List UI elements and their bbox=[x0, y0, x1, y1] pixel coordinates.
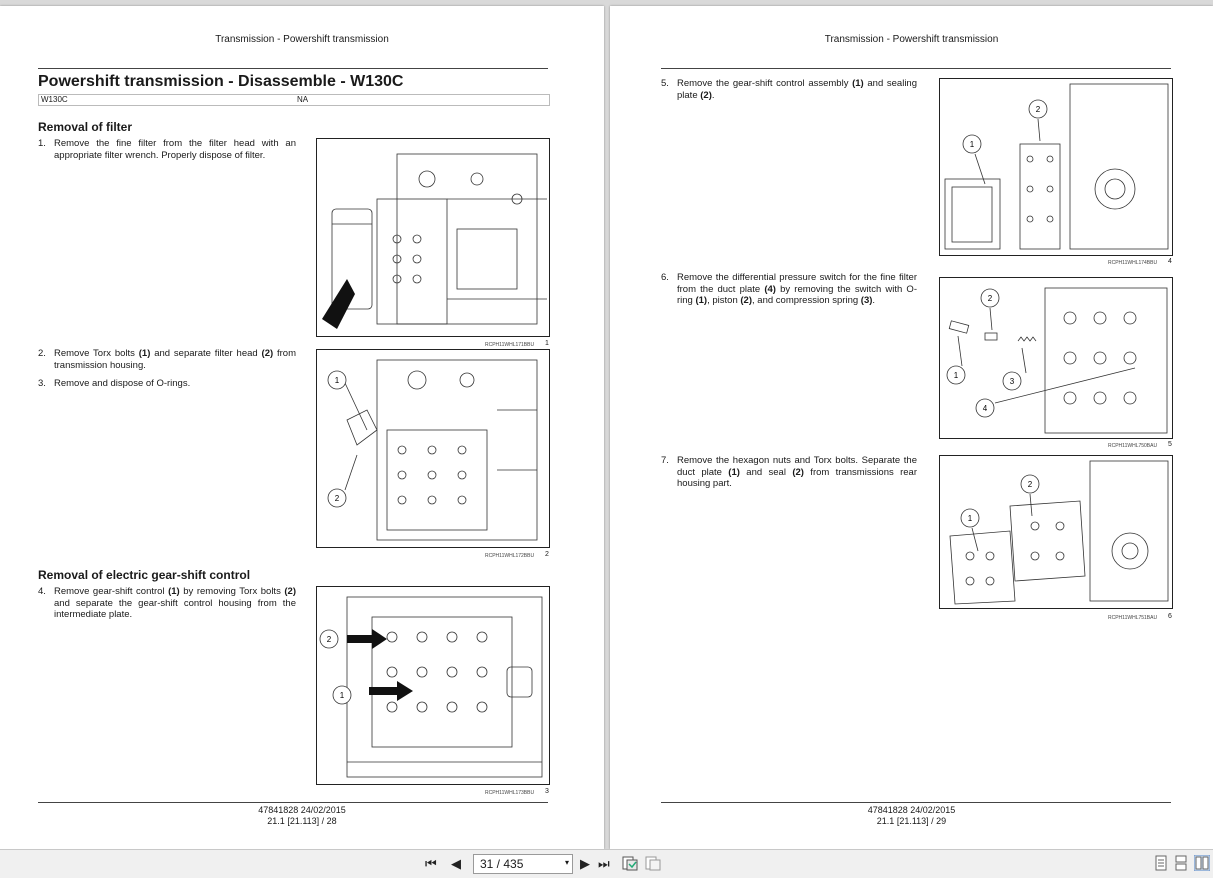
page-footer: 47841828 24/02/2015 21.1 [21.113] / 29 bbox=[867, 805, 956, 826]
page-number-selector[interactable] bbox=[473, 854, 573, 874]
figure-caption: RCPH11WHL173BBU bbox=[485, 790, 535, 796]
figure-number: 1 bbox=[545, 340, 549, 347]
bookmark-icon[interactable] bbox=[622, 855, 638, 874]
figure-2 bbox=[316, 349, 550, 548]
next-page-button[interactable]: ▶ bbox=[580, 856, 590, 871]
callout-2: 2 bbox=[1027, 480, 1033, 489]
title-rule bbox=[661, 68, 1171, 69]
gearshift-illustration bbox=[317, 587, 549, 784]
page-number-value: 31 / 435 bbox=[480, 857, 524, 871]
figure-caption: RCPH11WHL171BBU bbox=[485, 342, 535, 348]
figure-number: 5 bbox=[1168, 441, 1172, 448]
figure-5 bbox=[939, 277, 1173, 439]
arrow-icon bbox=[322, 279, 355, 329]
filter-head-illustration bbox=[317, 350, 549, 547]
arrow-icon bbox=[347, 629, 387, 649]
figure-caption: RCPH11WHL751BAU bbox=[1108, 615, 1158, 621]
pressure-switch-illustration bbox=[940, 278, 1172, 438]
page-title: Powershift transmission - Disassemble - W130C bbox=[38, 73, 404, 90]
footer-rule bbox=[38, 802, 548, 803]
section-title: Removal of electric gear-shift control bbox=[38, 568, 251, 582]
continuous-view-icon[interactable] bbox=[1174, 855, 1188, 874]
figure-number: 3 bbox=[545, 788, 549, 795]
left-page: Transmission - Powershift transmission Powershift transmission - Disassemble - W130C W130C NA Removal of filter 1. Remove the fine filter from the filter head with an appropriate filter wrench. Properly dispose of filter. RCPH11WHL171BBU 1 2. Remove Torx bolts (1) and separate filter head (2) from transmission housing. 3. Remove and dispose of O-rings. 1 2 RCPH11WHL172BBU 2 Removal of electric gear-shift control 4. Remove gear-shift control (1) by removing Torx bolts (2) and separate the gear-shift control housing from the intermediate plate. 2 1 RCPH11WHL173BBU 3 47841828 24/02/2015 21.1 [21.113] / 28 bbox=[0, 6, 604, 849]
page-header: Transmission - Powershift transmission bbox=[215, 34, 389, 45]
filter-illustration bbox=[317, 139, 549, 336]
figure-caption: RCPH11WHL750BAU bbox=[1108, 443, 1158, 449]
section-title: Removal of filter bbox=[38, 120, 133, 134]
copy-page-icon[interactable] bbox=[645, 855, 661, 874]
callout-1: 1 bbox=[339, 691, 345, 700]
figure-number: 6 bbox=[1168, 613, 1172, 620]
figure-3 bbox=[316, 586, 550, 785]
page-header: Transmission - Powershift transmission bbox=[824, 34, 999, 45]
last-page-button[interactable]: ⏭ bbox=[598, 856, 610, 871]
callout-4: 4 bbox=[982, 404, 988, 413]
meta-value: NA bbox=[297, 95, 309, 104]
gearshift-assembly-illustration bbox=[940, 79, 1172, 255]
first-page-button[interactable]: ⏮ bbox=[425, 856, 437, 871]
arrow-icon bbox=[369, 681, 413, 701]
duct-plate-illustration bbox=[940, 456, 1172, 608]
previous-page-button[interactable]: ◀ bbox=[451, 856, 461, 871]
figure-caption: RCPH11WHL174BBU bbox=[1108, 260, 1158, 266]
two-page-view-icon[interactable] bbox=[1194, 855, 1210, 874]
title-rule bbox=[38, 68, 548, 69]
meta-model: W130C bbox=[41, 95, 68, 104]
figure-1 bbox=[316, 138, 550, 337]
figure-number: 2 bbox=[545, 551, 549, 558]
callout-2: 2 bbox=[1035, 105, 1041, 114]
page-footer: 47841828 24/02/2015 21.1 [21.113] / 28 bbox=[258, 805, 346, 826]
callout-2: 2 bbox=[987, 294, 993, 303]
meta-box bbox=[38, 94, 550, 106]
figure-number: 4 bbox=[1168, 258, 1172, 265]
chevron-down-icon: ▾ bbox=[564, 858, 569, 867]
figure-4 bbox=[939, 78, 1173, 256]
single-page-view-icon[interactable] bbox=[1154, 855, 1168, 874]
callout-1: 1 bbox=[953, 371, 959, 380]
viewer-toolbar bbox=[0, 849, 1213, 878]
callout-2: 2 bbox=[326, 635, 332, 644]
figure-6 bbox=[939, 455, 1173, 609]
callout-1: 1 bbox=[334, 376, 340, 385]
figure-caption: RCPH11WHL172BBU bbox=[485, 553, 535, 559]
callout-3: 3 bbox=[1009, 377, 1015, 386]
callout-2: 2 bbox=[334, 494, 340, 503]
footer-rule bbox=[661, 802, 1171, 803]
right-page: Transmission - Powershift transmission 5. Remove the gear-shift control assembly (1) and sealing plate (2). 2 1 RCPH11WHL174BBU 4 6. Remove the differential pressure switch for the fine filter from the duct plate (4) by removing the switch with O-ring (1), piston (2), and compression spring (3). 2 1 3 4 RCPH11WHL750BAU 5 7. Remove the hexagon nuts and Torx bolts. Separate the duct plate (1) and seal (2) from transmissions rear housing part. 2 1 RCPH11WHL751BAU 6 47841828 24/02/2015 21.1 [21.113] / 29 bbox=[610, 6, 1213, 849]
callout-1: 1 bbox=[967, 514, 973, 523]
callout-1: 1 bbox=[969, 140, 975, 149]
